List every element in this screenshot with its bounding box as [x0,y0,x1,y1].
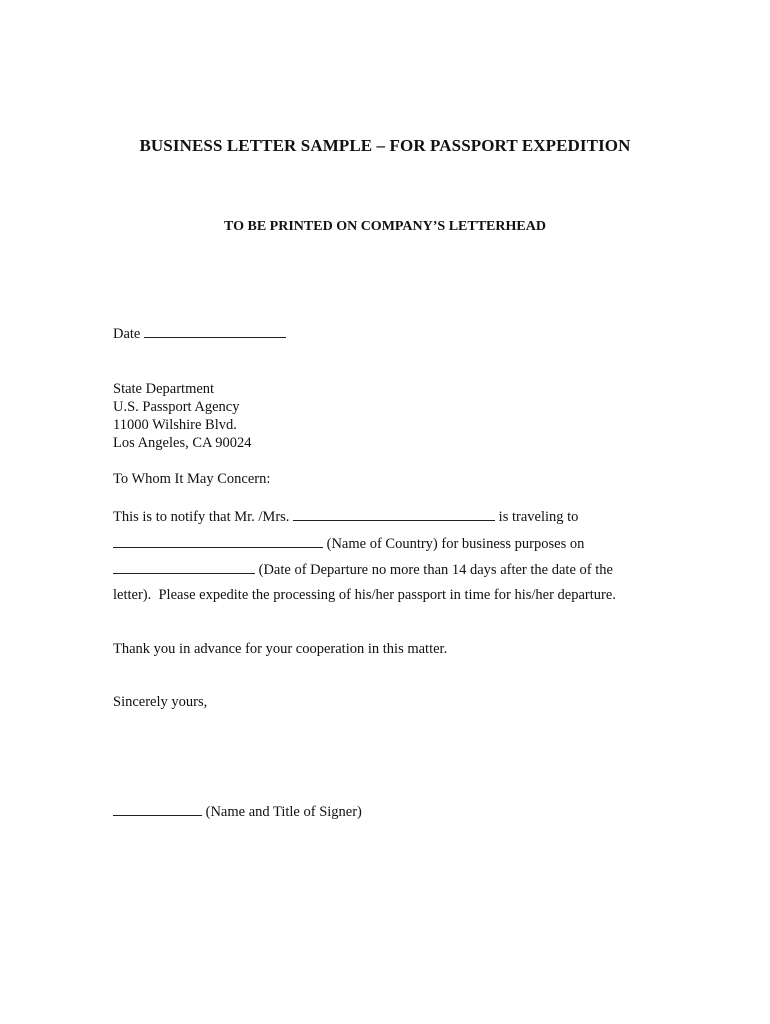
departure-date-blank [113,559,255,574]
signer-blank [113,801,202,816]
document-title: BUSINESS LETTER SAMPLE – FOR PASSPORT EXPEDITION [139,136,631,155]
address-line-2: U.S. Passport Agency [113,399,240,415]
signer-line [113,801,362,821]
country-blank [113,533,323,548]
body-line-4: letter). Please expedite the processing of his/her passport in time for his/her departure. [113,587,616,603]
body-line-1 [113,506,578,526]
address-line-1: State Department [113,381,215,397]
body-text-notify: This is to notify that Mr. /Mrs. [113,509,290,525]
salutation: To Whom It May Concern: [113,471,271,487]
address-line-3: 11000 Wilshire Blvd. [113,417,237,433]
body-line-2 [113,533,584,553]
name-blank [293,506,495,521]
body-line-3 [113,559,613,579]
body-text-traveling: is traveling to [498,509,579,525]
date-blank [144,323,286,338]
document-subtitle: TO BE PRINTED ON COMPANY’S LETTERHEAD [224,219,546,234]
closing-line: Sincerely yours, [113,694,208,710]
body-text-country: (Name of Country) for business purposes on [326,536,585,552]
date-label: Date [113,326,141,342]
address-line-4: Los Angeles, CA 90024 [113,435,252,451]
body-text-departure: (Date of Departure no more than 14 days after the date of the [258,562,613,578]
signer-text: (Name and Title of Signer) [205,804,362,820]
thanks-line: Thank you in advance for your cooperation in this matter. [113,641,448,657]
date-line [113,323,286,343]
